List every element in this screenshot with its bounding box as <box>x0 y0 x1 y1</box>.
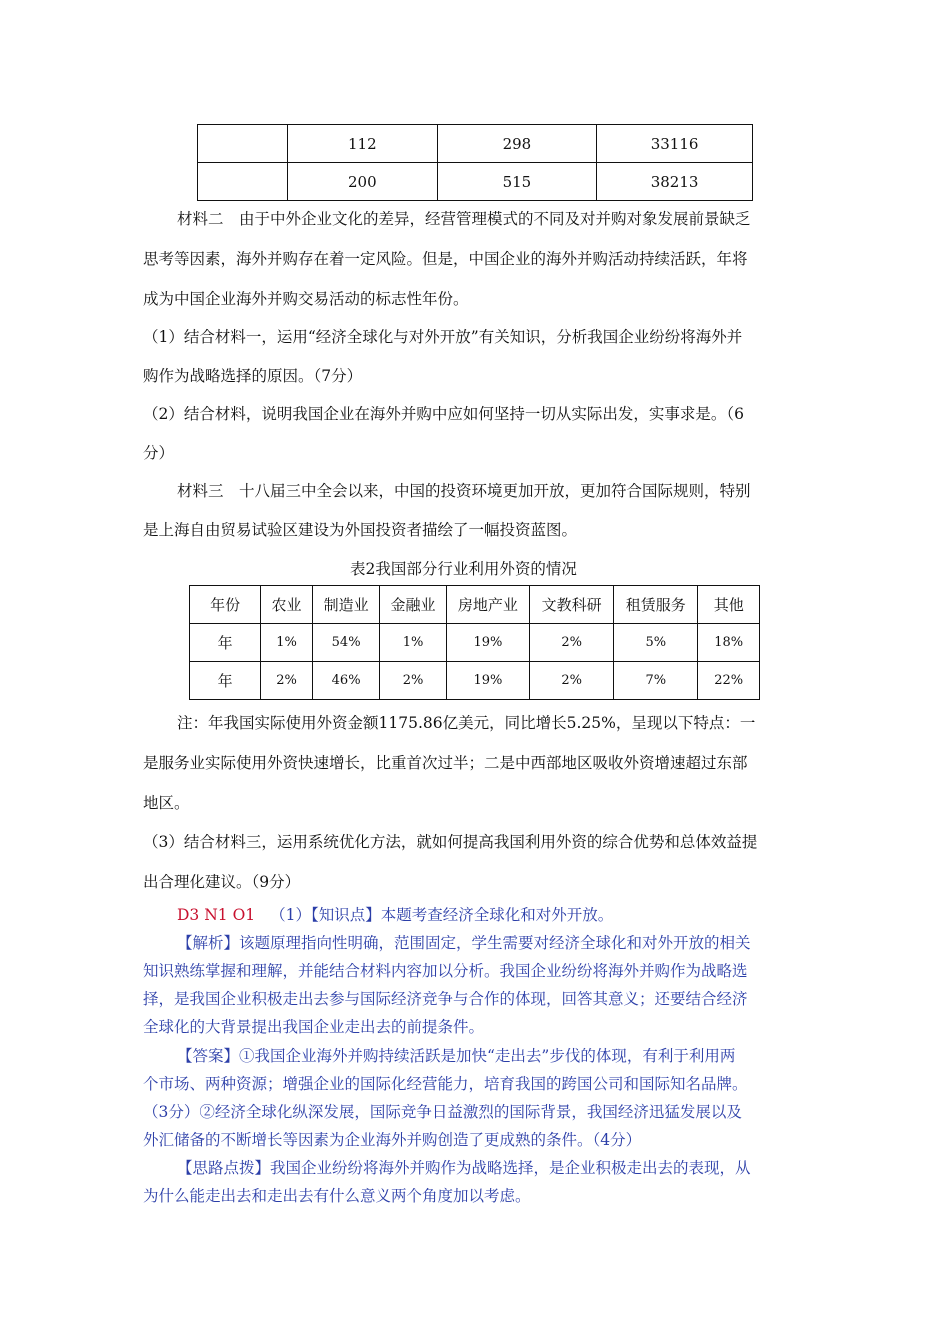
table-header-row <box>190 586 760 624</box>
hint-line: 【思路点拨】我国企业纷纷将海外并购作为战略选择，是企业积极走出去的表现，从 <box>177 1159 751 1177</box>
table-cell: 2% <box>380 662 446 700</box>
analysis-line: 全球化的大背景提出我国企业走出去的前提条件。 <box>143 1018 485 1036</box>
table-cell: 22% <box>698 662 760 700</box>
table-row <box>198 125 753 163</box>
table-cell: 7% <box>614 662 698 700</box>
analysis-line: 【解析】该题原理指向性明确，范围固定，学生需要对经济全球化和对外开放的相关 <box>177 934 751 952</box>
table-cell: 515 <box>437 163 597 201</box>
table-cell: 5% <box>614 624 698 662</box>
question3-line: （3）结合材料三，运用系统优化方法，就如何提高我国利用外资的综合优势和总体效益提 <box>143 833 758 851</box>
table-cell: 2% <box>261 662 313 700</box>
table-cell: 112 <box>288 125 438 163</box>
analysis-line: 知识熟练掌握和理解，并能结合材料内容加以分析。我国企业纷纷将海外并购作为战略选 <box>143 962 748 980</box>
table-cell: 18% <box>698 624 760 662</box>
table-cell: 298 <box>437 125 597 163</box>
table-cell: 33116 <box>597 125 753 163</box>
answer-line: （3分）②经济全球化纵深发展，国际竞争日益激烈的国际背景，我国经济迅猛发展以及 <box>143 1103 742 1121</box>
question1-line: 购作为战略选择的原因。（7分） <box>143 367 363 385</box>
question1-line: （1）结合材料一，运用“经济全球化与对外开放”有关知识，分析我国企业纷纷将海外并 <box>143 328 743 346</box>
header-cell: 房地产业 <box>446 586 529 624</box>
answer-line: 个市场、两种资源；增强企业的国际化经营能力，培育我国的跨国公司和国际知名品牌。 <box>143 1075 748 1093</box>
question2-line: （2）结合材料，说明我国企业在海外并购中应如何坚持一切从实际出发，实事求是。（6 <box>143 405 744 423</box>
industry-foreign-investment-table <box>189 585 760 700</box>
table-cell: 19% <box>446 624 529 662</box>
question3-line: 出合理化建议。（9分） <box>143 873 301 891</box>
header-cell: 制造业 <box>312 586 380 624</box>
answer-lead: （1）【知识点】本题考查经济全球化和对外开放。 <box>270 906 614 924</box>
material3-line: 材料三 十八届三中全会以来，中国的投资环境更加开放，更加符合国际规则，特别 <box>177 482 751 500</box>
answer-header <box>177 905 613 925</box>
table-cell: 年 <box>190 662 261 700</box>
table-cell: 19% <box>446 662 529 700</box>
table-cell: 200 <box>288 163 438 201</box>
header-cell: 金融业 <box>380 586 446 624</box>
material2-line: 材料二 由于中外企业文化的差异，经营管理模式的不同及对并购对象发展前景缺乏 <box>177 210 751 228</box>
header-cell: 年份 <box>190 586 261 624</box>
table-cell: 2% <box>530 662 614 700</box>
header-cell: 其他 <box>698 586 760 624</box>
header-cell: 文教科研 <box>530 586 614 624</box>
table-cell: 46% <box>312 662 380 700</box>
table2-caption: 表2我国部分行业利用外资的情况 <box>350 560 577 578</box>
note-line: 注：年我国实际使用外资金额1175.86亿美元，同比增长5.25%，呈现以下特点：一 <box>177 714 756 732</box>
table-cell: 38213 <box>597 163 753 201</box>
investment-table-top <box>197 124 753 201</box>
answer-line: 外汇储备的不断增长等因素为企业海外并购创造了更成熟的条件。（4分） <box>143 1131 642 1149</box>
header-cell: 租赁服务 <box>614 586 698 624</box>
answer-line: 【答案】①我国企业海外并购持续活跃是加快“走出去”步伐的体现，有利于利用两 <box>177 1047 736 1065</box>
note-line: 地区。 <box>143 794 190 812</box>
table-cell: 1% <box>380 624 446 662</box>
material2-line: 成为中国企业海外并购交易活动的标志性年份。 <box>143 290 469 308</box>
table-cell: 年 <box>190 624 261 662</box>
note-line: 是服务业实际使用外资快速增长，比重首次过半；二是中西部地区吸收外资增速超过东部 <box>143 754 748 772</box>
table-cell <box>198 125 288 163</box>
table-cell: 2% <box>530 624 614 662</box>
question2-line: 分） <box>143 444 175 462</box>
material3-line: 是上海自由贸易试验区建设为外国投资者描绘了一幅投资蓝图。 <box>143 521 578 539</box>
table-row <box>198 163 753 201</box>
knowledge-code: D3 N1 O1 <box>177 906 256 924</box>
hint-line: 为什么能走出去和走出去有什么意义两个角度加以考虑。 <box>143 1187 531 1205</box>
table-cell: 54% <box>312 624 380 662</box>
analysis-line: 择，是我国企业积极走出去参与国际经济竞争与合作的体现，回答其意义；还要结合经济 <box>143 990 748 1008</box>
header-cell: 农业 <box>261 586 313 624</box>
table-cell: 1% <box>261 624 313 662</box>
material2-line: 思考等因素，海外并购存在着一定风险。但是，中国企业的海外并购活动持续活跃，年将 <box>143 250 748 268</box>
table-cell <box>198 163 288 201</box>
table-row <box>190 624 760 662</box>
table-row <box>190 662 760 700</box>
